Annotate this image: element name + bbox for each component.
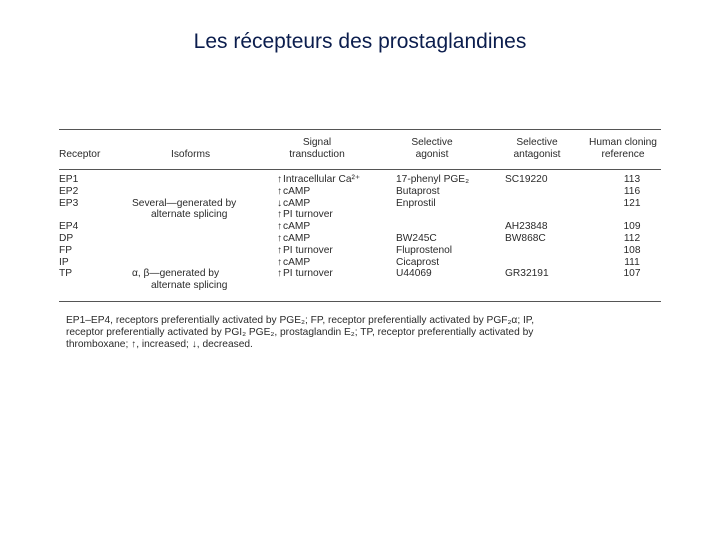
- page-title: Les récepteurs des prostaglandines: [193, 30, 527, 53]
- signal-label: cAMP: [283, 221, 311, 233]
- signal-label: cAMP: [283, 256, 311, 268]
- cell-reference: 109: [623, 221, 641, 233]
- cell-reference: 113: [623, 174, 641, 185]
- up-arrow-icon: ↑: [277, 244, 283, 256]
- up-arrow-icon: ↑: [277, 209, 283, 221]
- cell-signal: [277, 221, 310, 233]
- table-top-rule: [59, 129, 661, 130]
- cell-receptor: IP: [59, 256, 69, 268]
- cell-reference: 108: [623, 244, 641, 256]
- signal-label: cAMP: [283, 197, 311, 209]
- up-arrow-icon: ↑: [277, 268, 283, 280]
- header-antagonist-line2: antagonist: [513, 148, 561, 160]
- table-bottom-rule: [59, 301, 661, 302]
- cell-antagonist: BW868C: [505, 233, 546, 244]
- cell-agonist: Enprostil: [396, 197, 436, 209]
- cell-signal: [277, 257, 310, 269]
- cell-isoform: α, β—generated by: [132, 268, 220, 280]
- header-signal-line2: transduction: [289, 148, 345, 160]
- signal-label: Intracellular Ca²⁺: [283, 174, 361, 185]
- cell-signal: [277, 174, 360, 186]
- cell-agonist: Butaprost: [396, 185, 440, 197]
- up-arrow-icon: ↑: [277, 174, 283, 185]
- up-arrow-icon: ↑: [277, 256, 283, 268]
- cell-isoform: alternate splicing: [151, 280, 228, 292]
- header-agonist: [396, 137, 468, 161]
- cell-reference: 107: [623, 268, 641, 280]
- cell-agonist: 17-phenyl PGE₂: [396, 174, 470, 185]
- cell-agonist: Fluprostenol: [396, 244, 453, 256]
- header-reference: [585, 137, 661, 161]
- header-receptor: [59, 149, 100, 161]
- header-signal-line1: Signal: [302, 137, 332, 148]
- cell-reference: 111: [624, 256, 640, 268]
- cell-signal: [277, 198, 310, 210]
- up-arrow-icon: ↑: [277, 185, 283, 197]
- cell-receptor: EP4: [59, 221, 79, 233]
- header-reference-line2: reference: [601, 148, 645, 160]
- signal-label: cAMP: [283, 185, 311, 197]
- header-isoforms-label: Isoforms: [171, 149, 211, 160]
- cell-reference: 121: [623, 197, 641, 209]
- footnote-line-2: receptor preferentially activated by PGI₂ PGE₂, prostaglandin E₂; TP, receptor preferentially activated by: [66, 327, 534, 338]
- up-arrow-icon: ↑: [277, 221, 283, 233]
- cell-antagonist: AH23848: [505, 221, 548, 233]
- header-isoforms: [171, 149, 210, 161]
- cell-receptor: FP: [59, 244, 73, 256]
- cell-agonist: Cicaprost: [396, 256, 440, 268]
- signal-label: PI turnover: [283, 268, 333, 280]
- cell-antagonist: SC19220: [505, 174, 548, 185]
- down-arrow-icon: ↓: [277, 197, 283, 209]
- cell-receptor: EP1: [59, 174, 79, 185]
- table-footnote: [66, 315, 586, 351]
- cell-signal: [277, 245, 333, 257]
- header-signal: [277, 137, 357, 161]
- cell-signal: [277, 268, 333, 280]
- header-agonist-line2: agonist: [415, 148, 449, 160]
- signal-label: PI turnover: [283, 209, 333, 221]
- cell-signal: [277, 186, 310, 198]
- signal-label: cAMP: [283, 233, 311, 244]
- cell-signal: [277, 233, 310, 245]
- cell-agonist: BW245C: [396, 233, 437, 244]
- cell-reference: 112: [623, 233, 641, 244]
- header-antagonist: [499, 137, 575, 161]
- cell-isoform: alternate splicing: [151, 209, 228, 221]
- cell-isoform: Several—generated by: [132, 197, 237, 209]
- header-antagonist-line1: Selective: [516, 137, 558, 148]
- header-receptor-label: Receptor: [59, 149, 101, 160]
- table-header-rule: [59, 169, 661, 170]
- cell-receptor: DP: [59, 233, 74, 244]
- cell-signal: [277, 209, 333, 221]
- footnote-line-3: thromboxane; ↑, increased; ↓, decreased.: [66, 339, 253, 350]
- header-reference-line1: Human cloning: [589, 137, 657, 148]
- cell-agonist: U44069: [396, 268, 432, 280]
- footnote-line-1: EP1–EP4, receptors preferentially activated by PGE₂; FP, receptor preferentially activated by PGF₂α; IP,: [66, 315, 535, 326]
- cell-receptor: TP: [59, 268, 73, 280]
- cell-receptor: EP3: [59, 197, 79, 209]
- cell-antagonist: GR32191: [505, 268, 549, 280]
- cell-signal: [277, 280, 283, 292]
- cell-receptor: EP2: [59, 185, 79, 197]
- header-agonist-line1: Selective: [411, 137, 453, 148]
- cell-reference: 116: [623, 185, 641, 197]
- signal-label: PI turnover: [283, 244, 333, 256]
- up-arrow-icon: ↑: [277, 233, 283, 244]
